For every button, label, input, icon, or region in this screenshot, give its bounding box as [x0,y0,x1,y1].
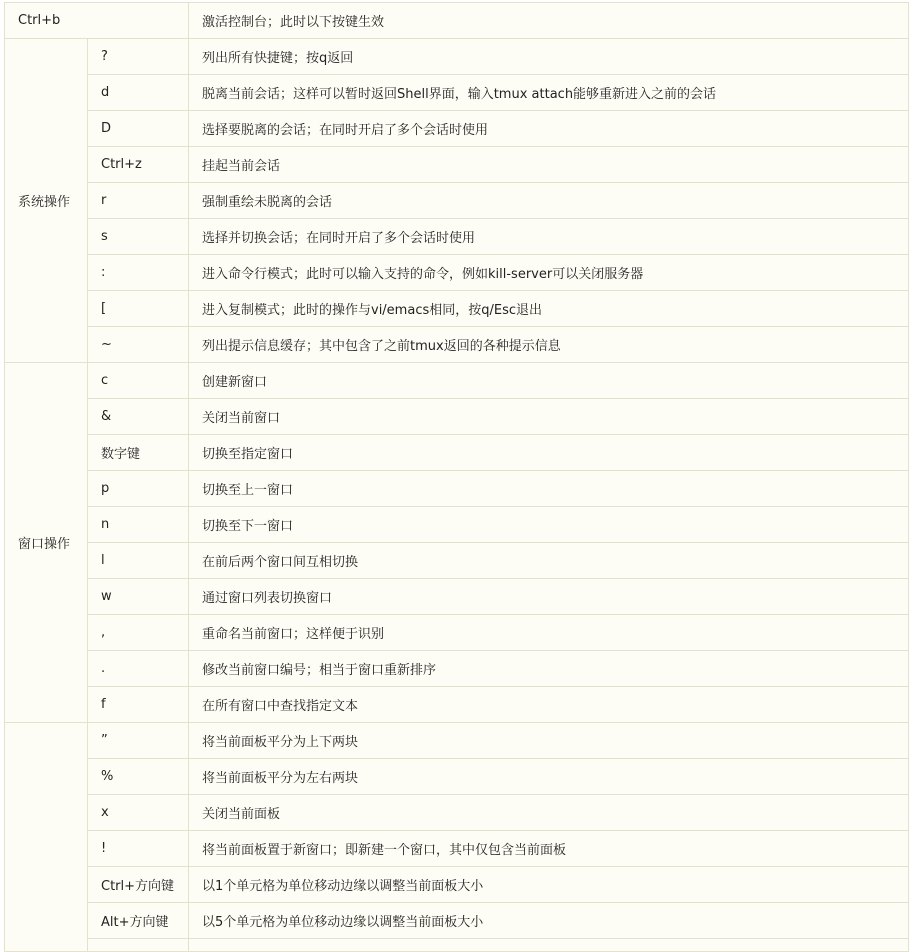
shortcut-description: 以5个单元格为单位移动边缘以调整当前面板大小 [189,903,909,939]
table-row [5,903,909,939]
shortcut-key: r [88,183,189,219]
shortcut-key: Alt+方向键 [88,903,189,939]
table-row [5,579,909,615]
shortcut-description: 修改当前窗口编号；相当于窗口重新排序 [189,651,909,687]
shortcut-key: x [88,795,189,831]
shortcut-description: 创建新窗口 [189,363,909,399]
shortcut-description: 将当前面板置于新窗口；即新建一个窗口，其中仅包含当前面板 [189,831,909,867]
table-row [5,795,909,831]
shortcut-key: ~ [88,327,189,363]
shortcut-description: 选择并切换会话；在同时开启了多个会话时使用 [189,219,909,255]
group-label: 窗口操作 [5,363,88,723]
table-row [5,39,909,75]
table-row [5,507,909,543]
shortcut-key: & [88,399,189,435]
shortcut-key: Ctrl+方向键 [88,867,189,903]
shortcut-key: 数字键 [88,435,189,471]
shortcut-description: 脱离当前会话；这样可以暂时返回Shell界面，输入tmux attach能够重新进入之前的会话 [189,75,909,111]
shortcut-description: 挂起当前会话 [189,147,909,183]
table-row [5,399,909,435]
shortcut-key: w [88,579,189,615]
shortcut-key: : [88,255,189,291]
shortcut-description: 通过窗口列表切换窗口 [189,579,909,615]
shortcut-key [88,939,189,952]
shortcut-key: ! [88,831,189,867]
shortcut-key: , [88,615,189,651]
shortcut-key: l [88,543,189,579]
shortcut-description: 重命名当前窗口；这样便于识别 [189,615,909,651]
shortcut-description: 以1个单元格为单位移动边缘以调整当前面板大小 [189,867,909,903]
shortcut-key: Ctrl+b [5,3,189,39]
table-row [5,75,909,111]
shortcut-key: . [88,651,189,687]
shortcut-key: [ [88,291,189,327]
table-row-partial [5,939,909,952]
shortcut-description: 进入命令行模式；此时可以输入支持的命令，例如kill-server可以关闭服务器 [189,255,909,291]
shortcut-key: ? [88,39,189,75]
table-row [5,471,909,507]
shortcut-table [4,2,909,952]
shortcut-key: d [88,75,189,111]
shortcut-key: s [88,219,189,255]
table-row [5,831,909,867]
table-row [5,867,909,903]
shortcut-description: 关闭当前面板 [189,795,909,831]
table-row [5,435,909,471]
table-row [5,183,909,219]
shortcut-key: n [88,507,189,543]
table-row [5,363,909,399]
table-row [5,219,909,255]
shortcut-description: 强制重绘未脱离的会话 [189,183,909,219]
table-row [5,723,909,759]
shortcut-description: 切换至上一窗口 [189,471,909,507]
shortcut-description: 列出所有快捷键；按q返回 [189,39,909,75]
shortcut-key: p [88,471,189,507]
table-row [5,3,909,39]
shortcut-table-body [5,3,909,952]
shortcut-description: 将当前面板平分为左右两块 [189,759,909,795]
shortcut-description: 在前后两个窗口间互相切换 [189,543,909,579]
table-row [5,615,909,651]
shortcut-description: 在所有窗口中查找指定文本 [189,687,909,723]
shortcut-description: 进入复制模式；此时的操作与vi/emacs相同，按q/Esc退出 [189,291,909,327]
shortcut-description: 列出提示信息缓存；其中包含了之前tmux返回的各种提示信息 [189,327,909,363]
shortcut-description: 将当前面板平分为上下两块 [189,723,909,759]
table-row [5,291,909,327]
table-row [5,543,909,579]
shortcut-key: ” [88,723,189,759]
group-label [5,723,88,952]
shortcut-description: 选择要脱离的会话；在同时开启了多个会话时使用 [189,111,909,147]
group-label: 系统操作 [5,39,88,363]
table-row [5,687,909,723]
shortcut-key: f [88,687,189,723]
table-row [5,759,909,795]
shortcut-description: 关闭当前窗口 [189,399,909,435]
table-row [5,651,909,687]
shortcut-key: Ctrl+z [88,147,189,183]
shortcut-key: D [88,111,189,147]
shortcut-key: c [88,363,189,399]
shortcut-description: 激活控制台；此时以下按键生效 [189,3,909,39]
shortcut-description: 切换至下一窗口 [189,507,909,543]
shortcut-key: % [88,759,189,795]
table-row [5,111,909,147]
table-row [5,147,909,183]
table-row [5,255,909,291]
shortcut-description: 切换至指定窗口 [189,435,909,471]
shortcut-description [189,939,909,952]
table-row [5,327,909,363]
